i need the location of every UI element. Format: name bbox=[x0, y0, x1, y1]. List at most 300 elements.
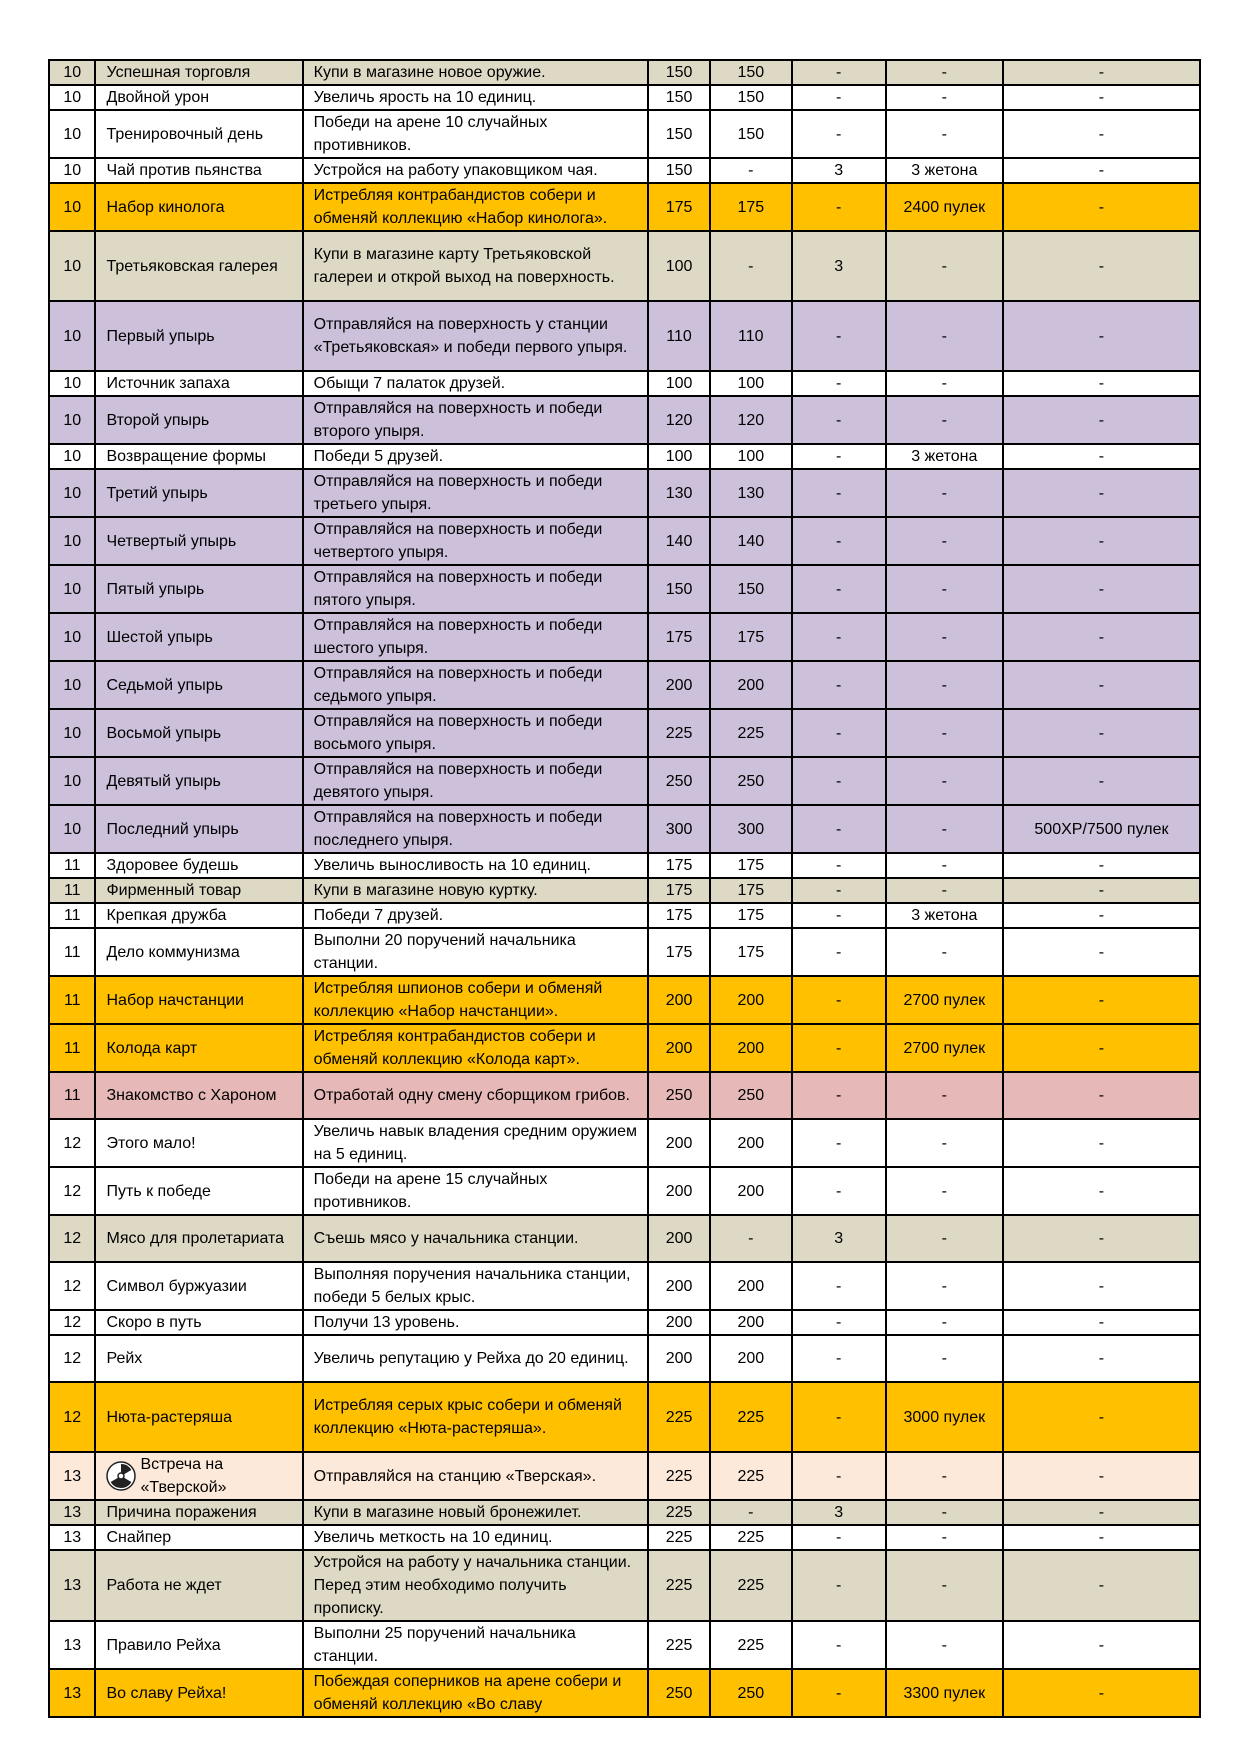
bonus-cell: - bbox=[1003, 444, 1200, 469]
table-row bbox=[49, 1621, 1200, 1669]
table-row bbox=[49, 231, 1200, 301]
task-cell: Победи на арене 10 случайных противников. bbox=[303, 110, 649, 158]
reward-cell: - bbox=[886, 85, 1003, 110]
table-row bbox=[49, 1215, 1200, 1262]
level-cell: 11 bbox=[49, 928, 95, 976]
task-cell: Отправляйся на поверхность и победи пятого упыря. bbox=[303, 565, 649, 613]
level-cell: 10 bbox=[49, 613, 95, 661]
quest-name-cell: Третий упырь bbox=[95, 469, 302, 517]
bonus-cell: - bbox=[1003, 1072, 1200, 1119]
task-cell: Отправляйся на поверхность и победи четвертого упыря. bbox=[303, 517, 649, 565]
task-cell: Увеличь навык владения средним оружием на 5 единиц. bbox=[303, 1119, 649, 1167]
value-cell: 175 bbox=[648, 928, 710, 976]
value-cell: 200 bbox=[648, 1024, 710, 1072]
table-row bbox=[49, 469, 1200, 517]
table-row bbox=[49, 517, 1200, 565]
value-cell: - bbox=[792, 1024, 886, 1072]
quest-name-cell bbox=[95, 1452, 302, 1500]
value-cell: - bbox=[792, 853, 886, 878]
bonus-cell: - bbox=[1003, 60, 1200, 85]
level-cell: 10 bbox=[49, 85, 95, 110]
value-cell: - bbox=[792, 1550, 886, 1621]
task-cell: Купи в магазине карту Третьяковской галереи и открой выход на поверхность. bbox=[303, 231, 649, 301]
table-row bbox=[49, 1550, 1200, 1621]
level-cell: 10 bbox=[49, 709, 95, 757]
bonus-cell: - bbox=[1003, 853, 1200, 878]
reward-cell: - bbox=[886, 231, 1003, 301]
table-row bbox=[49, 1072, 1200, 1119]
quest-name-cell: Третьяковская галерея bbox=[95, 231, 302, 301]
bonus-cell: - bbox=[1003, 1024, 1200, 1072]
bonus-cell: - bbox=[1003, 110, 1200, 158]
value-cell: 300 bbox=[710, 805, 792, 853]
quest-table bbox=[48, 59, 1201, 1718]
value-cell: 110 bbox=[710, 301, 792, 371]
value-cell: - bbox=[710, 158, 792, 183]
value-cell: 200 bbox=[710, 1310, 792, 1335]
value-cell: 150 bbox=[648, 565, 710, 613]
level-cell: 10 bbox=[49, 565, 95, 613]
table-row bbox=[49, 976, 1200, 1024]
value-cell: 225 bbox=[648, 1382, 710, 1452]
table-row bbox=[49, 444, 1200, 469]
value-cell: 250 bbox=[648, 1669, 710, 1717]
value-cell: 225 bbox=[710, 1452, 792, 1500]
task-cell: Отправляйся на поверхность и победи последнего упыря. bbox=[303, 805, 649, 853]
table-row bbox=[49, 1452, 1200, 1500]
task-cell: Устройся на работу упаковщиком чая. bbox=[303, 158, 649, 183]
quest-name-cell: Успешная торговля bbox=[95, 60, 302, 85]
bonus-cell: - bbox=[1003, 1621, 1200, 1669]
value-cell: 140 bbox=[648, 517, 710, 565]
quest-name-cell: Восьмой упырь bbox=[95, 709, 302, 757]
reward-cell: 2400 пулек bbox=[886, 183, 1003, 231]
value-cell: 250 bbox=[710, 757, 792, 805]
value-cell: - bbox=[792, 1072, 886, 1119]
value-cell: - bbox=[792, 1452, 886, 1500]
level-cell: 10 bbox=[49, 60, 95, 85]
task-cell: Устройся на работу у начальника станции. Перед этим необходимо получить прописку. bbox=[303, 1550, 649, 1621]
bonus-cell: - bbox=[1003, 85, 1200, 110]
bonus-cell: - bbox=[1003, 928, 1200, 976]
bonus-cell: - bbox=[1003, 878, 1200, 903]
level-cell: 12 bbox=[49, 1215, 95, 1262]
level-cell: 13 bbox=[49, 1452, 95, 1500]
quest-name-cell: Символ буржуазии bbox=[95, 1262, 302, 1310]
value-cell: 225 bbox=[710, 1550, 792, 1621]
quest-name-text: Встреча на «Тверской» bbox=[140, 1456, 227, 1496]
reward-cell: - bbox=[886, 1500, 1003, 1525]
value-cell: - bbox=[710, 1215, 792, 1262]
bonus-cell: - bbox=[1003, 1525, 1200, 1550]
level-cell: 10 bbox=[49, 231, 95, 301]
task-cell: Обыщи 7 палаток друзей. bbox=[303, 371, 649, 396]
value-cell: 175 bbox=[648, 903, 710, 928]
bonus-cell: 500XP/7500 пулек bbox=[1003, 805, 1200, 853]
reward-cell: - bbox=[886, 853, 1003, 878]
table-row bbox=[49, 1167, 1200, 1215]
level-cell: 10 bbox=[49, 805, 95, 853]
table-row bbox=[49, 1119, 1200, 1167]
level-cell: 11 bbox=[49, 1072, 95, 1119]
table-row bbox=[49, 1525, 1200, 1550]
value-cell: - bbox=[792, 613, 886, 661]
value-cell: 200 bbox=[710, 1119, 792, 1167]
value-cell: 150 bbox=[710, 60, 792, 85]
quest-name-cell: Знакомство с Хароном bbox=[95, 1072, 302, 1119]
value-cell: 100 bbox=[648, 231, 710, 301]
value-cell: - bbox=[792, 444, 886, 469]
value-cell: - bbox=[792, 371, 886, 396]
task-cell: Отправляйся на станцию «Тверская». bbox=[303, 1452, 649, 1500]
task-cell: Истребляя контрабандистов собери и обменяй коллекцию «Набор кинолога». bbox=[303, 183, 649, 231]
task-cell: Отправляйся на поверхность у станции «Третьяковская» и победи первого упыря. bbox=[303, 301, 649, 371]
task-cell: Истребляя серых крыс собери и обменяй коллекцию «Нюта-растеряша». bbox=[303, 1382, 649, 1452]
value-cell: 100 bbox=[648, 371, 710, 396]
value-cell: 225 bbox=[648, 709, 710, 757]
value-cell: 100 bbox=[648, 444, 710, 469]
level-cell: 10 bbox=[49, 469, 95, 517]
value-cell: 200 bbox=[710, 1335, 792, 1382]
quest-name-cell: Снайпер bbox=[95, 1525, 302, 1550]
level-cell: 12 bbox=[49, 1262, 95, 1310]
level-cell: 12 bbox=[49, 1119, 95, 1167]
level-cell: 12 bbox=[49, 1167, 95, 1215]
reward-cell: - bbox=[886, 757, 1003, 805]
task-cell: Выполни 20 поручений начальника станции. bbox=[303, 928, 649, 976]
value-cell: 200 bbox=[648, 1167, 710, 1215]
value-cell: 175 bbox=[710, 903, 792, 928]
quest-name-cell: Возвращение формы bbox=[95, 444, 302, 469]
reward-cell: - bbox=[886, 301, 1003, 371]
bonus-cell: - bbox=[1003, 565, 1200, 613]
value-cell: 225 bbox=[710, 1525, 792, 1550]
bonus-cell: - bbox=[1003, 231, 1200, 301]
level-cell: 10 bbox=[49, 371, 95, 396]
value-cell: 200 bbox=[648, 1310, 710, 1335]
level-cell: 13 bbox=[49, 1550, 95, 1621]
bonus-cell: - bbox=[1003, 976, 1200, 1024]
level-cell: 10 bbox=[49, 301, 95, 371]
task-cell: Истребляя контрабандистов собери и обменяй коллекцию «Колода карт». bbox=[303, 1024, 649, 1072]
reward-cell: 3000 пулек bbox=[886, 1382, 1003, 1452]
task-cell: Отправляйся на поверхность и победи третьего упыря. bbox=[303, 469, 649, 517]
reward-cell: - bbox=[886, 1119, 1003, 1167]
quest-name-cell: Седьмой упырь bbox=[95, 661, 302, 709]
value-cell: 150 bbox=[710, 565, 792, 613]
value-cell: 130 bbox=[710, 469, 792, 517]
value-cell: 200 bbox=[710, 1262, 792, 1310]
value-cell: 150 bbox=[648, 60, 710, 85]
quest-name-cell: Второй упырь bbox=[95, 396, 302, 444]
value-cell: - bbox=[792, 469, 886, 517]
task-cell: Купи в магазине новое оружие. bbox=[303, 60, 649, 85]
quest-name-cell: Крепкая дружба bbox=[95, 903, 302, 928]
value-cell: - bbox=[792, 1119, 886, 1167]
value-cell: - bbox=[792, 805, 886, 853]
task-cell: Выполняя поручения начальника станции, победи 5 белых крыс. bbox=[303, 1262, 649, 1310]
task-cell: Истребляя шпионов собери и обменяй коллекцию «Набор начстанции». bbox=[303, 976, 649, 1024]
reward-cell: - bbox=[886, 1452, 1003, 1500]
quest-name-cell: Рейх bbox=[95, 1335, 302, 1382]
quest-name-cell: Пятый упырь bbox=[95, 565, 302, 613]
reward-cell: - bbox=[886, 371, 1003, 396]
task-cell: Отправляйся на поверхность и победи восьмого упыря. bbox=[303, 709, 649, 757]
value-cell: 250 bbox=[648, 757, 710, 805]
task-cell: Увеличь выносливость на 10 единиц. bbox=[303, 853, 649, 878]
bonus-cell: - bbox=[1003, 1310, 1200, 1335]
task-cell: Купи в магазине новый бронежилет. bbox=[303, 1500, 649, 1525]
bonus-cell: - bbox=[1003, 1382, 1200, 1452]
value-cell: 175 bbox=[710, 878, 792, 903]
reward-cell: - bbox=[886, 878, 1003, 903]
table-row bbox=[49, 853, 1200, 878]
value-cell: - bbox=[792, 878, 886, 903]
value-cell: - bbox=[792, 757, 886, 805]
value-cell: 250 bbox=[710, 1669, 792, 1717]
value-cell: 225 bbox=[710, 709, 792, 757]
table-row bbox=[49, 85, 1200, 110]
reward-cell: 2700 пулек bbox=[886, 976, 1003, 1024]
value-cell: 3 bbox=[792, 1215, 886, 1262]
value-cell: - bbox=[710, 231, 792, 301]
value-cell: 225 bbox=[648, 1621, 710, 1669]
value-cell: 200 bbox=[648, 1262, 710, 1310]
table-row bbox=[49, 903, 1200, 928]
value-cell: 225 bbox=[648, 1525, 710, 1550]
reward-cell: - bbox=[886, 928, 1003, 976]
level-cell: 13 bbox=[49, 1621, 95, 1669]
table-row bbox=[49, 757, 1200, 805]
value-cell: - bbox=[792, 1382, 886, 1452]
bonus-cell: - bbox=[1003, 183, 1200, 231]
reward-cell: - bbox=[886, 396, 1003, 444]
quest-name-cell: Последний упырь bbox=[95, 805, 302, 853]
table-row bbox=[49, 371, 1200, 396]
value-cell: 175 bbox=[648, 183, 710, 231]
value-cell: 150 bbox=[710, 110, 792, 158]
bonus-cell: - bbox=[1003, 1167, 1200, 1215]
bonus-cell: - bbox=[1003, 1550, 1200, 1621]
bonus-cell: - bbox=[1003, 613, 1200, 661]
value-cell: 300 bbox=[648, 805, 710, 853]
table-row bbox=[49, 1382, 1200, 1452]
value-cell: 130 bbox=[648, 469, 710, 517]
reward-cell: - bbox=[886, 1072, 1003, 1119]
value-cell: 110 bbox=[648, 301, 710, 371]
value-cell: - bbox=[792, 565, 886, 613]
table-row bbox=[49, 1024, 1200, 1072]
value-cell: - bbox=[792, 1669, 886, 1717]
task-cell: Увеличь репутацию у Рейха до 20 единиц. bbox=[303, 1335, 649, 1382]
reward-cell: - bbox=[886, 1215, 1003, 1262]
value-cell: 100 bbox=[710, 371, 792, 396]
level-cell: 10 bbox=[49, 183, 95, 231]
value-cell: - bbox=[792, 301, 886, 371]
table-row bbox=[49, 60, 1200, 85]
value-cell: 225 bbox=[648, 1452, 710, 1500]
table-row bbox=[49, 158, 1200, 183]
bonus-cell: - bbox=[1003, 709, 1200, 757]
quest-name-cell: Тренировочный день bbox=[95, 110, 302, 158]
bonus-cell: - bbox=[1003, 1119, 1200, 1167]
quest-name-cell: Работа не ждет bbox=[95, 1550, 302, 1621]
level-cell: 10 bbox=[49, 444, 95, 469]
reward-cell: - bbox=[886, 1335, 1003, 1382]
quest-name-cell: Колода карт bbox=[95, 1024, 302, 1072]
task-cell: Выполни 25 поручений начальника станции. bbox=[303, 1621, 649, 1669]
reward-cell: - bbox=[886, 661, 1003, 709]
table-row bbox=[49, 565, 1200, 613]
reward-cell: - bbox=[886, 1310, 1003, 1335]
level-cell: 10 bbox=[49, 757, 95, 805]
table-row bbox=[49, 183, 1200, 231]
reward-cell: - bbox=[886, 1167, 1003, 1215]
value-cell: - bbox=[792, 903, 886, 928]
quest-name-cell: Во славу Рейха! bbox=[95, 1669, 302, 1717]
quest-name-cell: Путь к победе bbox=[95, 1167, 302, 1215]
value-cell: 200 bbox=[710, 1167, 792, 1215]
task-cell: Увеличь ярость на 10 единиц. bbox=[303, 85, 649, 110]
value-cell: - bbox=[792, 1335, 886, 1382]
table-row bbox=[49, 1669, 1200, 1717]
task-cell: Получи 13 уровень. bbox=[303, 1310, 649, 1335]
value-cell: 120 bbox=[710, 396, 792, 444]
bonus-cell: - bbox=[1003, 1335, 1200, 1382]
bonus-cell: - bbox=[1003, 517, 1200, 565]
bonus-cell: - bbox=[1003, 396, 1200, 444]
value-cell: 200 bbox=[710, 661, 792, 709]
value-cell: 150 bbox=[648, 158, 710, 183]
reward-cell: - bbox=[886, 613, 1003, 661]
reward-cell: - bbox=[886, 709, 1003, 757]
bonus-cell: - bbox=[1003, 1669, 1200, 1717]
reward-cell: - bbox=[886, 469, 1003, 517]
level-cell: 10 bbox=[49, 661, 95, 709]
task-cell: Увеличь меткость на 10 единиц. bbox=[303, 1525, 649, 1550]
level-cell: 10 bbox=[49, 396, 95, 444]
quest-name-cell: Мясо для пролетариата bbox=[95, 1215, 302, 1262]
table-row bbox=[49, 301, 1200, 371]
quest-name-cell: Четвертый упырь bbox=[95, 517, 302, 565]
task-cell: Побеждая соперников на арене собери и обменяй коллекцию «Во славу bbox=[303, 1669, 649, 1717]
value-cell: - bbox=[792, 661, 886, 709]
value-cell: 250 bbox=[648, 1072, 710, 1119]
value-cell: 175 bbox=[648, 613, 710, 661]
level-cell: 13 bbox=[49, 1669, 95, 1717]
value-cell: - bbox=[792, 1621, 886, 1669]
quest-name-cell: Двойной урон bbox=[95, 85, 302, 110]
value-cell: 225 bbox=[648, 1500, 710, 1525]
task-cell: Съешь мясо у начальника станции. bbox=[303, 1215, 649, 1262]
reward-cell: 3 жетона bbox=[886, 158, 1003, 183]
quest-name-cell: Фирменный товар bbox=[95, 878, 302, 903]
level-cell: 13 bbox=[49, 1525, 95, 1550]
bonus-cell: - bbox=[1003, 301, 1200, 371]
table-row bbox=[49, 805, 1200, 853]
value-cell: 225 bbox=[710, 1382, 792, 1452]
value-cell: 200 bbox=[648, 1215, 710, 1262]
reward-cell: 2700 пулек bbox=[886, 1024, 1003, 1072]
value-cell: 200 bbox=[710, 976, 792, 1024]
task-cell: Отправляйся на поверхность и победи второго упыря. bbox=[303, 396, 649, 444]
value-cell: - bbox=[792, 976, 886, 1024]
quest-name-cell: Причина поражения bbox=[95, 1500, 302, 1525]
quest-name-cell: Источник запаха bbox=[95, 371, 302, 396]
value-cell: 175 bbox=[648, 853, 710, 878]
table-row bbox=[49, 661, 1200, 709]
reward-cell: - bbox=[886, 517, 1003, 565]
quest-name-cell: Правило Рейха bbox=[95, 1621, 302, 1669]
value-cell: 250 bbox=[710, 1072, 792, 1119]
quest-name-cell: Набор начстанции bbox=[95, 976, 302, 1024]
reward-cell: 3300 пулек bbox=[886, 1669, 1003, 1717]
value-cell: - bbox=[792, 1262, 886, 1310]
reward-cell: - bbox=[886, 805, 1003, 853]
table-row bbox=[49, 878, 1200, 903]
reward-cell: - bbox=[886, 1550, 1003, 1621]
reward-cell: 3 жетона bbox=[886, 444, 1003, 469]
value-cell: 3 bbox=[792, 1500, 886, 1525]
quest-name-cell: Шестой упырь bbox=[95, 613, 302, 661]
bonus-cell: - bbox=[1003, 1452, 1200, 1500]
value-cell: 200 bbox=[648, 661, 710, 709]
value-cell: 200 bbox=[710, 1024, 792, 1072]
level-cell: 12 bbox=[49, 1335, 95, 1382]
quest-name-cell: Девятый упырь bbox=[95, 757, 302, 805]
value-cell: 150 bbox=[648, 85, 710, 110]
reward-cell: - bbox=[886, 1525, 1003, 1550]
reward-cell: - bbox=[886, 1621, 1003, 1669]
value-cell: - bbox=[792, 928, 886, 976]
reward-cell: - bbox=[886, 60, 1003, 85]
task-cell: Победи 5 друзей. bbox=[303, 444, 649, 469]
value-cell: 140 bbox=[710, 517, 792, 565]
value-cell: 150 bbox=[648, 110, 710, 158]
value-cell: 150 bbox=[710, 85, 792, 110]
level-cell: 10 bbox=[49, 158, 95, 183]
level-cell: 12 bbox=[49, 1310, 95, 1335]
table-row bbox=[49, 613, 1200, 661]
value-cell: 200 bbox=[648, 976, 710, 1024]
value-cell: 3 bbox=[792, 158, 886, 183]
value-cell: - bbox=[792, 85, 886, 110]
table-row bbox=[49, 1335, 1200, 1382]
quest-name-cell: Здоровее будешь bbox=[95, 853, 302, 878]
value-cell: - bbox=[792, 709, 886, 757]
value-cell: - bbox=[792, 1525, 886, 1550]
table-row bbox=[49, 928, 1200, 976]
level-cell: 11 bbox=[49, 853, 95, 878]
bonus-cell: - bbox=[1003, 371, 1200, 396]
value-cell: 120 bbox=[648, 396, 710, 444]
value-cell: - bbox=[792, 110, 886, 158]
table-row bbox=[49, 110, 1200, 158]
reward-cell: - bbox=[886, 110, 1003, 158]
level-cell: 11 bbox=[49, 878, 95, 903]
radiation-icon bbox=[106, 1461, 136, 1491]
task-cell: Отправляйся на поверхность и победи седьмого упыря. bbox=[303, 661, 649, 709]
value-cell: 200 bbox=[648, 1119, 710, 1167]
table-row bbox=[49, 1262, 1200, 1310]
table-row bbox=[49, 396, 1200, 444]
bonus-cell: - bbox=[1003, 1262, 1200, 1310]
table-row bbox=[49, 709, 1200, 757]
value-cell: 175 bbox=[710, 183, 792, 231]
reward-cell: - bbox=[886, 1262, 1003, 1310]
bonus-cell: - bbox=[1003, 469, 1200, 517]
value-cell: 200 bbox=[648, 1335, 710, 1382]
